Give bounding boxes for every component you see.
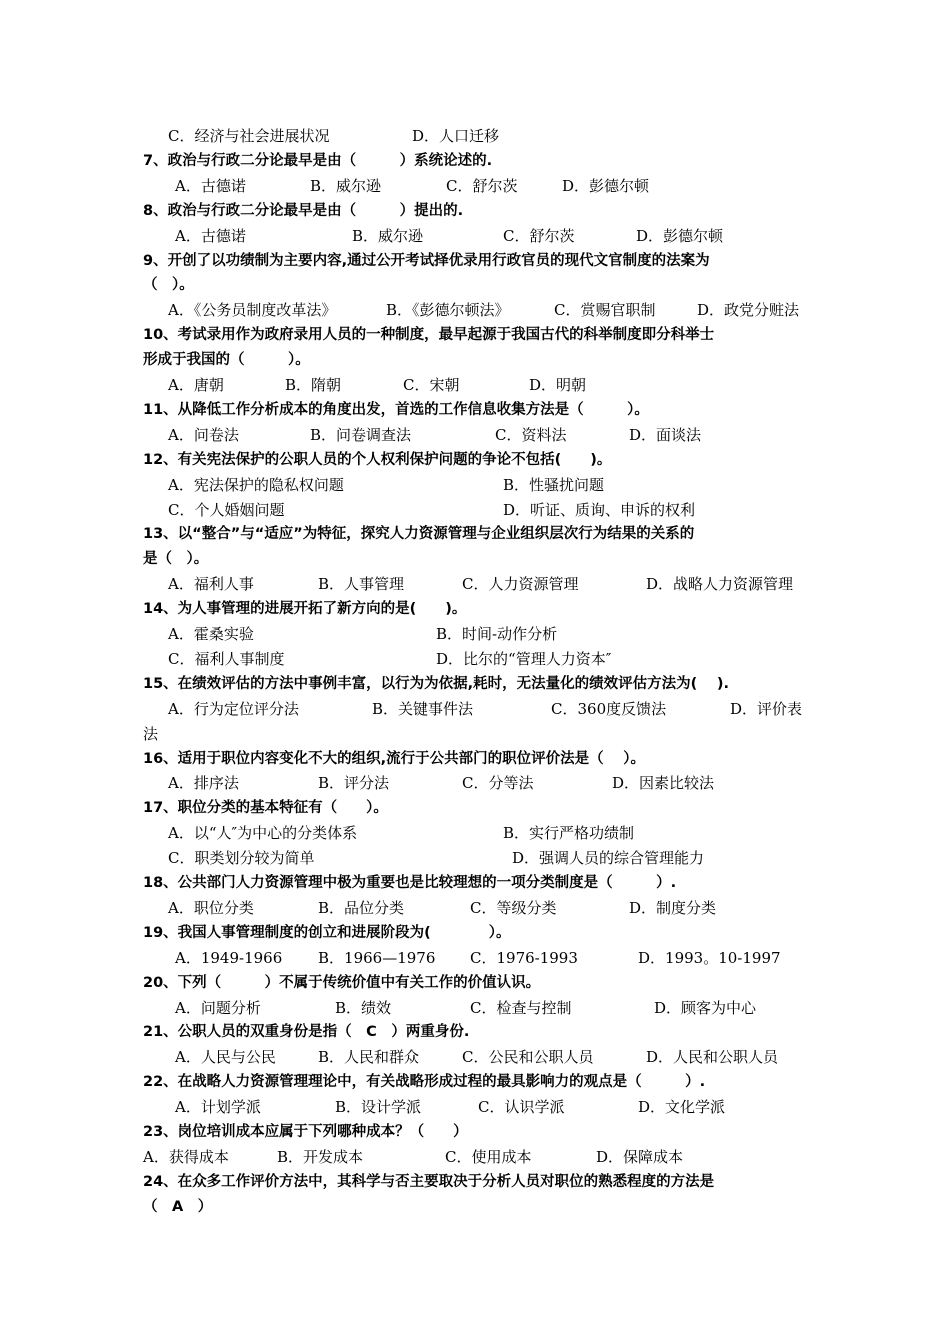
option-text: D．保障成本 <box>596 1147 684 1166</box>
question-text: 16、适用于职位内容变化不大的组织,流行于公共部门的职位评价法是（ ）。 <box>143 750 645 767</box>
option-text: B．人事管理 <box>318 575 405 594</box>
option-text: B．评分法 <box>318 774 390 793</box>
option-text: B．关键事件法 <box>372 699 474 718</box>
question-text: 18、公共部门人力资源管理中极为重要也是比较理想的一项分类制度是（ ）. <box>143 875 677 891</box>
option-text: C．人力资源管理 <box>462 575 579 594</box>
option-text: A．古德诺 <box>175 226 246 245</box>
option-text: D．人口迁移 <box>412 127 500 145</box>
option-text: D．文化学派 <box>638 1098 726 1117</box>
option-text: A．古德诺 <box>175 176 246 195</box>
option-text: A．1949-1966 <box>175 948 283 967</box>
option-text: A．人民与公民 <box>175 1048 276 1067</box>
question-text: 17、职位分类的基本特征有（ ）。 <box>143 800 388 817</box>
option-text: D．明朝 <box>529 376 587 394</box>
option-text: A．获得成本 <box>143 1147 229 1166</box>
option-text: C．宋朝 <box>403 376 460 394</box>
option-text: B．绩效 <box>335 998 392 1017</box>
option-text: B．设计学派 <box>335 1098 422 1117</box>
option-text: D．比尔的“管理人力资本″ <box>436 649 612 668</box>
option-text: B．1966—1976 <box>318 948 436 967</box>
option-text: B．实行严格功绩制 <box>503 824 635 843</box>
option-text: C．分等法 <box>462 774 534 793</box>
option-text: D．评价表 <box>730 699 803 718</box>
option-text: C．舒尔茨 <box>503 226 575 245</box>
option-text: B．威尔逊 <box>352 226 424 245</box>
option-text: A．福利人事 <box>168 575 254 594</box>
option-text: A．宪法保护的隐私权问题 <box>168 475 344 494</box>
option-text: C．检查与控制 <box>470 998 572 1017</box>
option-text: B．时间-动作分析 <box>436 625 558 643</box>
question-text: 11、从降低工作分析成本的角度出发，首选的工作信息收集方法是（ ）。 <box>143 401 649 418</box>
option-text: D．战略人力资源管理 <box>646 575 794 594</box>
option-text: C．资料法 <box>495 425 567 444</box>
option-text: D．强调人员的综合管理能力 <box>512 849 705 868</box>
option-text: A．问卷法 <box>168 425 239 444</box>
question-text: 10、考试录用作为政府录用人员的一种制度，最早起源于我国古代的科举制度即分科举士 <box>143 327 715 344</box>
option-text: A．计划学派 <box>175 1098 261 1117</box>
option-text: C．赏赐官职制 <box>554 301 656 320</box>
option-text: D．顾客为中心 <box>654 998 757 1017</box>
question-text: 14、为人事管理的进展开拓了新方向的是( )。 <box>143 601 467 618</box>
option-text: A．职位分类 <box>168 898 254 917</box>
option-text: B．威尔逊 <box>310 176 382 195</box>
option-text: D．因素比较法 <box>612 774 715 793</box>
option-text: A．霍桑实验 <box>168 625 254 643</box>
option-text: C．福利人事制度 <box>168 649 285 668</box>
question-text: 15、在绩效评估的方法中事例丰富，以行为为依据,耗时，无法量化的绩效评估方法为( ). <box>143 675 729 692</box>
option-text: A．问题分析 <box>175 998 261 1017</box>
option-text: A．以“人″为中心的分类体系 <box>168 824 358 843</box>
question-text: （ A ） <box>143 1198 213 1215</box>
option-text: B．开发成本 <box>277 1147 364 1166</box>
question-text: 9、开创了以功绩制为主要内容,通过公开考试择优录用行政官员的现代文官制度的法案为 <box>143 252 710 269</box>
option-text: D．制度分类 <box>629 898 717 917</box>
question-text: 20、下列（ ）不属于传统价值中有关工作的价值认识。 <box>143 974 541 991</box>
question-text: 7、政治与行政二分论最早是由（ ）系统论述的. <box>143 152 493 169</box>
option-text: D．政党分赃法 <box>697 301 800 320</box>
option-text: C．使用成本 <box>445 1147 532 1166</box>
option-text: C．经济与社会进展状况 <box>168 127 330 145</box>
question-text: 是（ ）。 <box>143 551 209 568</box>
option-text: D．人民和公职人员 <box>646 1048 779 1067</box>
option-text: C．舒尔茨 <box>446 176 518 195</box>
question-text: 13、以“整合”与“适应”为特征，探究人力资源管理与企业组织层次行为结果的关系的 <box>143 526 695 543</box>
option-text: B．人民和群众 <box>318 1048 420 1067</box>
question-text: （ ）。 <box>143 277 194 294</box>
option-text: C．认识学派 <box>478 1098 565 1117</box>
question-text: 22、在战略人力资源管理理论中，有关战略形成过程的最具影响力的观点是（ ）. <box>143 1074 706 1091</box>
option-text: D．彭德尔顿 <box>562 176 650 195</box>
question-text: 21、公职人员的双重身份是指（ C ）两重身份. <box>143 1024 470 1041</box>
question-text: 形成于我国的（ ）。 <box>143 352 310 369</box>
option-text: A．排序法 <box>168 774 239 793</box>
question-text: 24、在众多工作评价方法中，其科学与否主要取决于分析人员对职位的熟悉程度的方法是 <box>143 1173 715 1190</box>
option-text: C．1976-1993 <box>470 948 578 967</box>
option-text: B．问卷调查法 <box>310 425 412 444</box>
option-text: A．行为定位评分法 <box>168 699 299 718</box>
option-text: D．面谈法 <box>629 425 702 444</box>
option-text: B．《彭德尔顿法》 <box>386 301 510 320</box>
option-text: C．个人婚姻问题 <box>168 500 285 519</box>
option-text: D．1993。10-1997 <box>638 948 781 967</box>
question-text: 23、岗位培训成本应属于下列哪种成本？（ ） <box>143 1124 468 1140</box>
option-text: B．性骚扰问题 <box>503 475 605 494</box>
option-text: B．隋朝 <box>285 376 342 394</box>
option-text: A．唐朝 <box>168 376 224 394</box>
option-text: 法 <box>143 724 159 743</box>
question-text: 8、政治与行政二分论最早是由（ ）提出的. <box>143 202 464 219</box>
option-text: D．彭德尔顿 <box>636 226 724 245</box>
question-text: 12、有关宪法保护的公职人员的个人权利保护问题的争论不包括( )。 <box>143 451 612 468</box>
option-text: D．听证、质询、申诉的权利 <box>503 500 696 519</box>
option-text: C．等级分类 <box>470 898 557 917</box>
option-text: C．公民和公职人员 <box>462 1048 594 1067</box>
option-text: C．职类划分较为简单 <box>168 849 315 868</box>
option-text: B．品位分类 <box>318 898 405 917</box>
option-text: A．《公务员制度改革法》 <box>168 301 337 320</box>
question-text: 19、我国人事管理制度的创立和进展阶段为( ）。 <box>143 924 511 941</box>
option-text: C．360度反馈法 <box>551 699 667 718</box>
